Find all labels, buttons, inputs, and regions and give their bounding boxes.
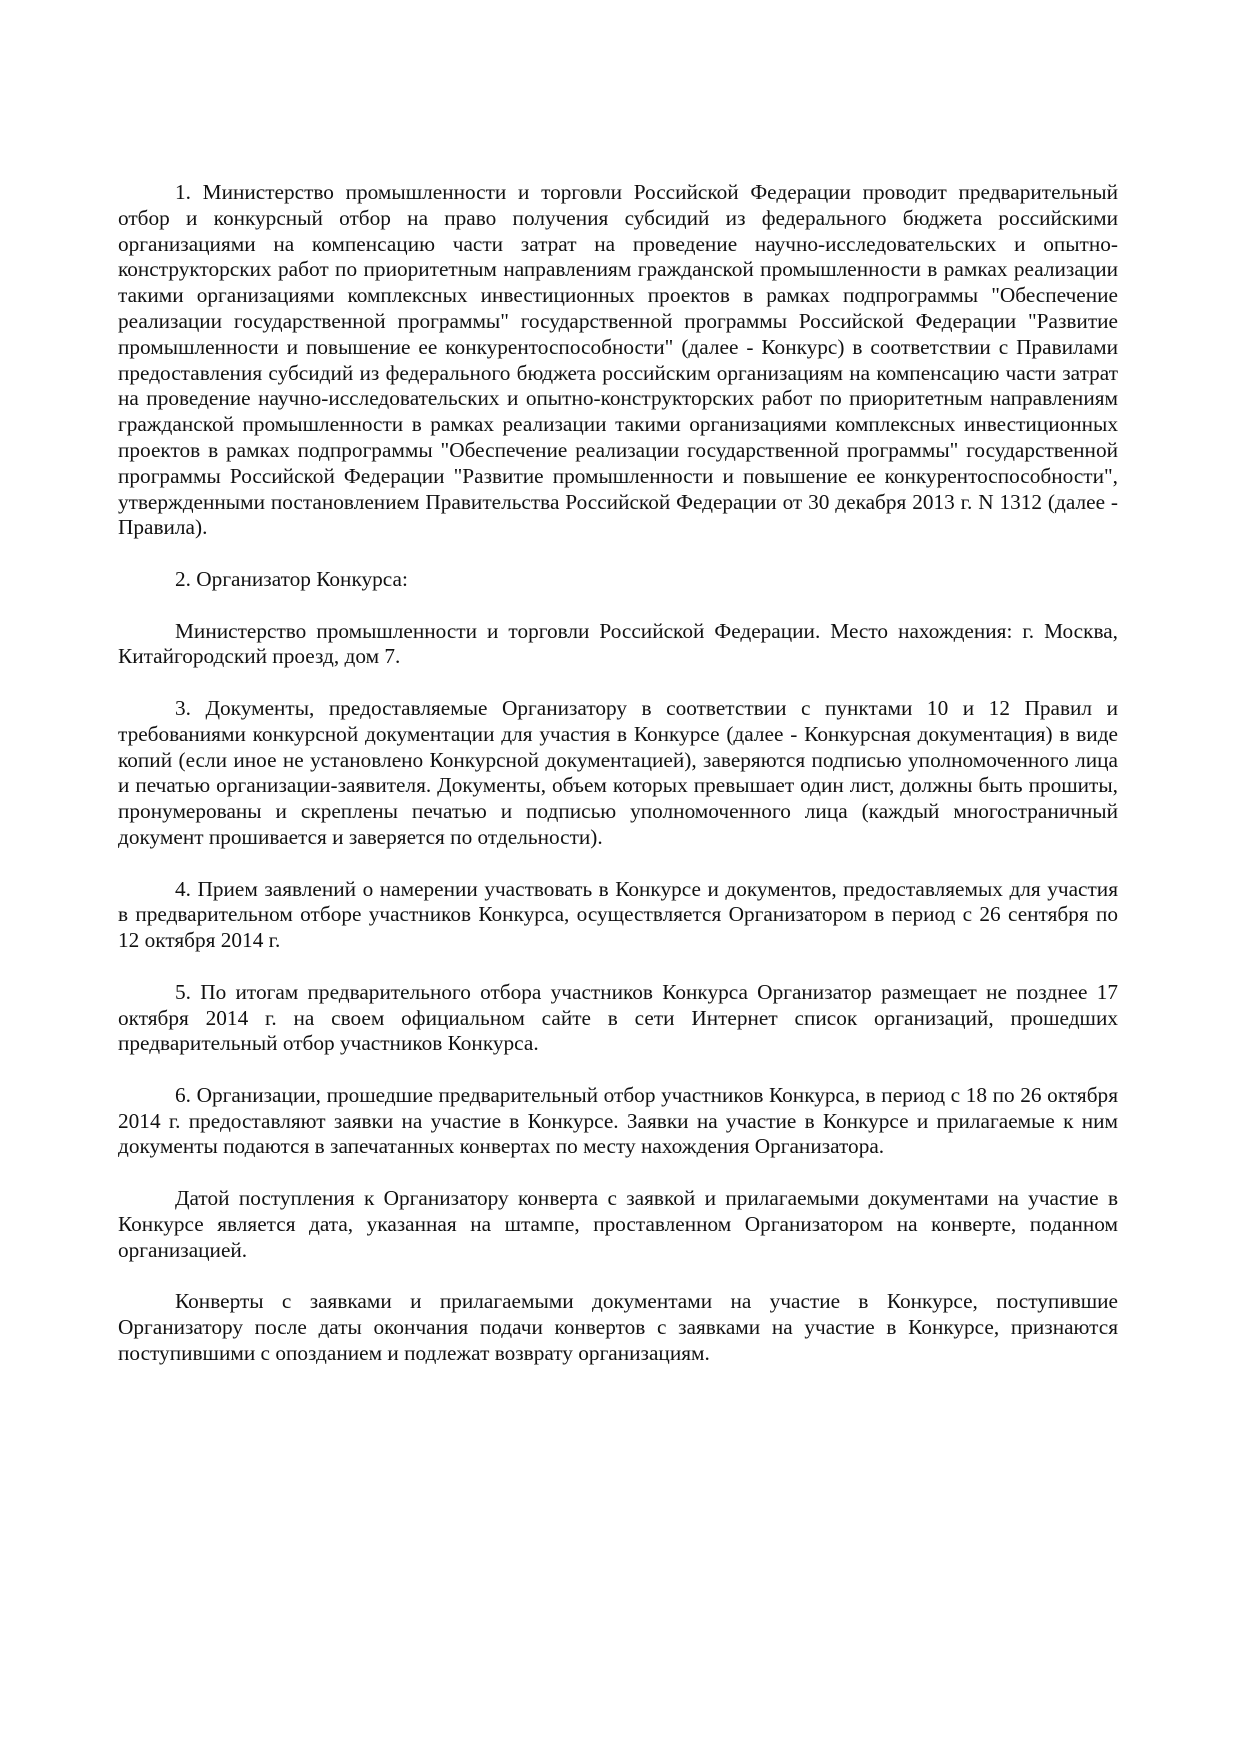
paragraph-2-organizer-heading: 2. Организатор Конкурса: (175, 566, 408, 591)
paragraph-receipt-date: Датой поступления к Организатору конверта с заявкой и прилагаемыми документами на участие в Конкурсе является дата, указанная на штампе, проставленном Организатором на конверте, поданном организацией. (118, 1186, 1118, 1262)
paragraph-1-competition-description: 1. Министерство промышленности и торговли Российской Федерации проводит предварительный отбор и конкурсный отбор на право получения субсидий из федерального бюджета российскими организациями на компенсацию части затрат на проведение научно-исследовательских и опытно-конструкторских работ по приоритетным направлениям гражданской промышленности в рамках реализации такими организациями комплексных инвестиционных проектов в рамках подпрограммы "Обеспечение реализации государственной программы" государственной программы Российской Федерации "Развитие промышленности и повышение ее конкурентоспособности" (далее - Конкурс) в соответствии с Правилами предоставления субсидий из федерального бюджета российским организациям на компенсацию части затрат на проведение научно-исследовательских и опытно-конструкторских работ по приоритетным направлениям гражданской промышленности в рамках реализации такими организациями комплексных инвестиционных проектов в рамках подпрограммы "Обеспечение реализации государственной программы" государственной программы Российской Федерации "Развитие промышленности и повышение ее конкурентоспособности", утвержденными постановлением Правительства Российской Федерации от 30 декабря 2013 г. N 1312 (далее - Правила). (118, 180, 1118, 540)
paragraph-late-envelopes: Конверты с заявками и прилагаемыми документами на участие в Конкурсе, поступившие Организатору после даты окончания подачи конвертов с заявками на участие в Конкурсе, признаются поступившими с опозданием и подлежат возврату организациям. (118, 1289, 1118, 1365)
paragraph-6-bids-submission: 6. Организации, прошедшие предварительный отбор участников Конкурса, в период с 18 по 26 октября 2014 г. предоставляют заявки на участие в Конкурсе. Заявки на участие в Конкурсе и прилагаемые к ним документы подаются в запечатанных конвертах по месту нахождения Организатора. (118, 1082, 1118, 1159)
document-page (118, 180, 1118, 1392)
paragraph-3-documents: 3. Документы, предоставляемые Организатору в соответствии с пунктами 10 и 12 Правил и требованиями конкурсной документации для участия в Конкурсе (далее - Конкурсная документация) в виде копий (если иное не установлено Конкурсной документацией), заверяются подписью уполномоченного лица и печатью организации-заявителя. Документы, объем которых превышает один лист, должны быть прошиты, пронумерованы и скреплены печатью и подписью уполномоченного лица (каждый многостраничный документ прошивается и заверяется по отдельности). (118, 695, 1118, 849)
paragraph-4-application-period: 4. Прием заявлений о намерении участвовать в Конкурсе и документов, предоставляемых для участия в предварительном отборе участников Конкурса, осуществляется Организатором в период с 26 сентября по 12 октября 2014 г. (118, 876, 1118, 953)
paragraph-organizer-address: Министерство промышленности и торговли Российской Федерации. Место нахождения: г. Москва, Китайгородский проезд, дом 7. (118, 618, 1118, 669)
paragraph-5-preliminary-results: 5. По итогам предварительного отбора участников Конкурса Организатор размещает не позднее 17 октября 2014 г. на своем официальном сайте в сети Интернет список организаций, прошедших предварительный отбор участников Конкурса. (118, 979, 1118, 1056)
